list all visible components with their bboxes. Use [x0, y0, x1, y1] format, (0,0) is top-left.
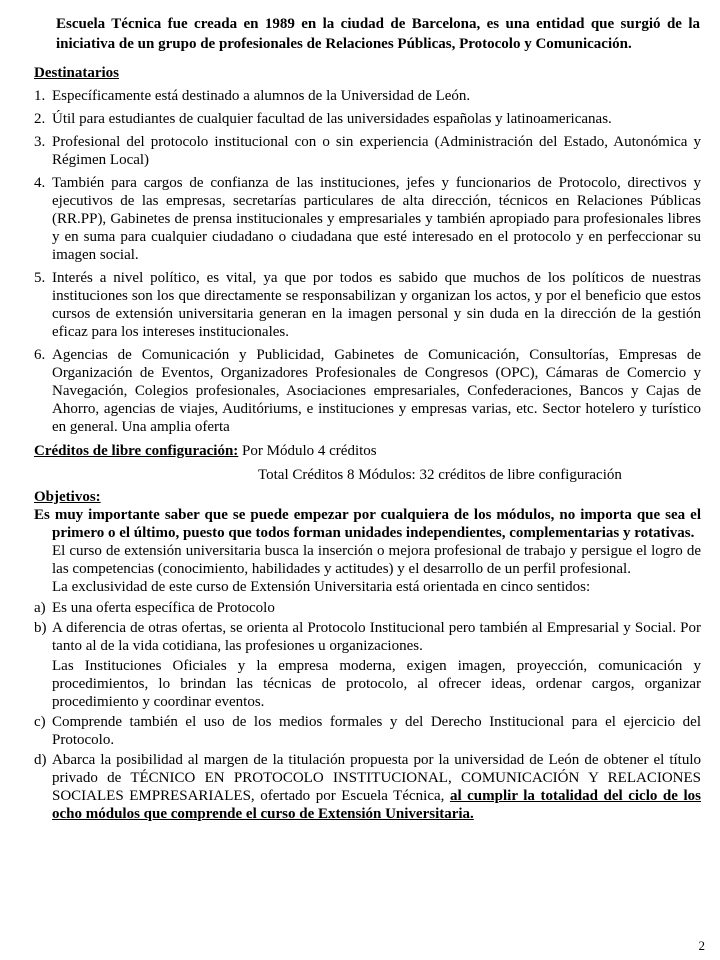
objetivos-heading: Objetivos: [34, 489, 101, 505]
list-item-text: Interés a nivel político, es vital, ya que por todos es sabido que muchos de los políticos de nuestras instituciones son los que directamente se responsabilizan y organizan los actos, y por el beneficio que estos cursos de extensión universitaria generan en la imagen personal y sin duda en la dirección de la gestión eficaz para los intereses institucionales. [52, 270, 701, 340]
item-letter: c) [34, 714, 46, 730]
creditos-label: Créditos de libre configuración: [34, 443, 239, 459]
item-text: Abarca la posibilidad al margen de la titulación propuesta por la universidad de León de obtener el título privado de TÉCNICO EN PROTOCOLO INSTITUCIONAL, COMUNICACIÓN Y RELACIONES SOCIALES EMPRESARIALES, ofertado por Escuela Técnica, [52, 752, 701, 804]
main-content [34, 64, 701, 825]
list-item [34, 174, 701, 264]
list-number: 6. [34, 347, 46, 363]
list-number: 1. [34, 88, 46, 104]
item-letter: d) [34, 752, 47, 768]
list-number: 2. [34, 111, 46, 127]
creditos-total: Total Créditos 8 Módulos: 32 créditos de libre configuración [258, 467, 622, 483]
lettered-item [34, 599, 701, 617]
lettered-item [34, 713, 701, 749]
lettered-item [34, 619, 701, 655]
list-item-text: Agencias de Comunicación y Publicidad, Gabinetes de Comunicación, Consultorías, Empresas de Organización de Eventos, Organizadores Profesionales de Congresos (OPC), Cámaras de Comercio y Navegación, Colegios profesionales, Asociaciones empresariales, Confederaciones, Bancos y Cajas de Ahorro, agencias de viajes, Auditóriums, e instituciones y empresas varias, etc. Sector hotelero y turístico en general. Una amplia oferta [52, 347, 701, 435]
objetivos-paragraph: Las Instituciones Oficiales y la empresa moderna, exigen imagen, proyección, comunicación y procedimientos, lo brindan las técnicas de protocolo, al ofrecer ideas, ordenar cargos, organizar procedimiento y coordinar eventos. [52, 658, 701, 710]
page-number: 2 [698, 938, 705, 953]
item-letter: a) [34, 600, 46, 616]
creditos-line [34, 442, 701, 460]
emphasized-text: al cumplir la totalidad del ciclo de los ocho módulos que comprende el curso de Extensión Universitaria. [52, 788, 701, 822]
intro-paragraph: Escuela Técnica fue creada en 1989 en la ciudad de Barcelona, es una entidad que surgió de la iniciativa de un grupo de profesionales de Relaciones Públicas, Protocolo y Comunicación. [56, 16, 700, 52]
creditos-per-module: Por Módulo 4 créditos [242, 443, 377, 459]
item-text: A diferencia de otras ofertas, se orienta al Protocolo Institucional pero también al Empresarial y Social. Por tanto al de la vida cotidiana, las profesiones u organizaciones. [52, 620, 701, 654]
item-letter: b) [34, 620, 47, 636]
list-item [34, 269, 701, 341]
item-text: Es una oferta específica de Protocolo [52, 600, 275, 616]
lettered-item [34, 751, 701, 823]
list-item-text: También para cargos de confianza de las instituciones, jefes y funcionarios de Protocolo, directivos y ejecutivos de las empresas, secretarías particulares de alta dirección, técnicos en Relaciones Públicas (RR.PP), Gabinetes de prensa institucionales y empresariales y también apropiado para profesionales libres y en suma para cualquier ciudadano o ciudadana que esté interesado en el protocolo y en perfeccionar su imagen social. [52, 175, 701, 263]
list-number: 5. [34, 270, 46, 286]
objetivos-paragraph: El curso de extensión universitaria busca la inserción o mejora profesional de trabajo y persigue el logro de las competencias (conocimiento, habilidades y actitudes) y el desarrollo de un perfil profesional. [52, 543, 701, 577]
list-item-text: Profesional del protocolo institucional con o sin experiencia (Administración del Estado, Autonómica y Régimen Local) [52, 134, 701, 168]
destinatarios-heading: Destinatarios [34, 65, 119, 81]
item-text: Comprende también el uso de los medios formales y del Derecho Institucional para el ejercicio del Protocolo. [52, 714, 701, 748]
objetivos-important-note: Es muy importante saber que se puede empezar por cualquiera de los módulos, no importa que sea el primero o el último, puesto que todos forman unidades independientes, complementarias y rotativas. [34, 507, 701, 541]
list-item [34, 133, 701, 169]
list-number: 3. [34, 134, 46, 150]
list-item-text: Específicamente está destinado a alumnos de la Universidad de León. [52, 88, 471, 104]
objetivos-paragraph: La exclusividad de este curso de Extensión Universitaria está orientada en cinco sentidos: [52, 579, 591, 595]
list-item [34, 110, 701, 128]
list-item [34, 87, 701, 105]
list-item-text: Útil para estudiantes de cualquier facultad de las universidades españolas y latinoamericanas. [52, 111, 612, 127]
list-item [34, 346, 701, 436]
list-number: 4. [34, 175, 46, 191]
